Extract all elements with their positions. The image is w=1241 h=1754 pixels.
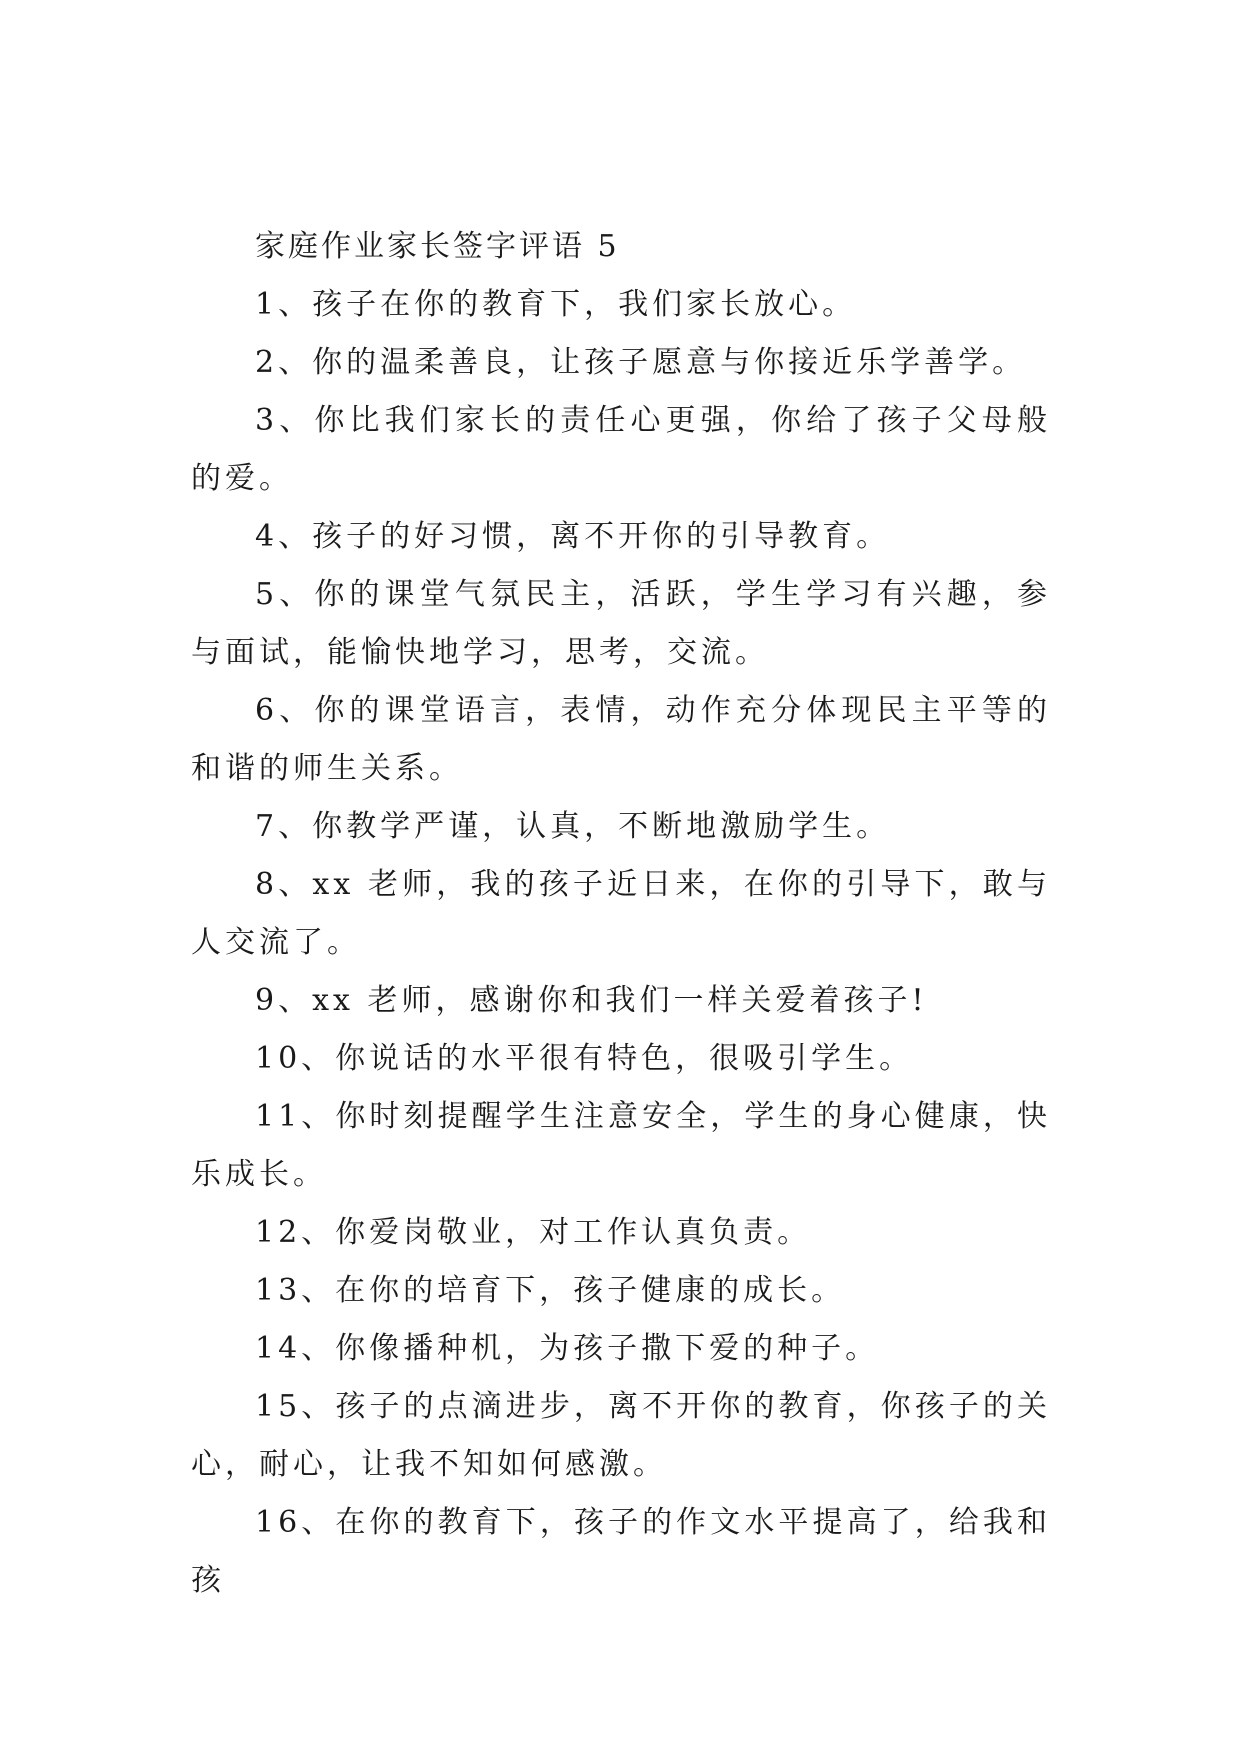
list-item: 9、xx 老师，感谢你和我们一样关爱着孩子! [255,983,928,1018]
document-body [191,218,1051,1610]
list-item: 7、你教学严谨，认真，不断地激励学生。 [255,809,891,844]
list-item: 1、孩子在你的教育下，我们家长放心。 [255,287,857,322]
list-item: 11、你时刻提醒学生注意安全，学生的身心健康，快乐成长。 [191,1099,1051,1192]
list-item: 12、你爱岗敬业，对工作认真负责。 [255,1215,812,1250]
list-item: 15、孩子的点滴进步，离不开你的教育，你孩子的关心，耐心，让我不知如何感激。 [191,1389,1051,1482]
list-item: 14、你像播种机，为孩子撒下爱的种子。 [255,1331,880,1366]
list-item: 3、你比我们家长的责任心更强，你给了孩子父母般的爱。 [191,403,1051,496]
list-item: 8、xx 老师，我的孩子近日来，在你的引导下，敢与人交流了。 [191,867,1051,960]
list-item: 16、在你的教育下，孩子的作文水平提高了，给我和孩 [191,1505,1051,1598]
list-item: 10、你说话的水平很有特色，很吸引学生。 [255,1041,914,1076]
list-item: 4、孩子的好习惯，离不开你的引导教育。 [255,519,891,554]
list-item: 2、你的温柔善良，让孩子愿意与你接近乐学善学。 [255,345,1027,380]
list-item: 13、在你的培育下，孩子健康的成长。 [255,1273,846,1308]
list-item: 5、你的课堂气氛民主，活跃，学生学习有兴趣，参与面试，能愉快地学习，思考，交流。 [191,577,1051,670]
list-item: 6、你的课堂语言，表情，动作充分体现民主平等的和谐的师生关系。 [191,693,1051,786]
document-title: 家庭作业家长签字评语 5 [255,229,620,264]
